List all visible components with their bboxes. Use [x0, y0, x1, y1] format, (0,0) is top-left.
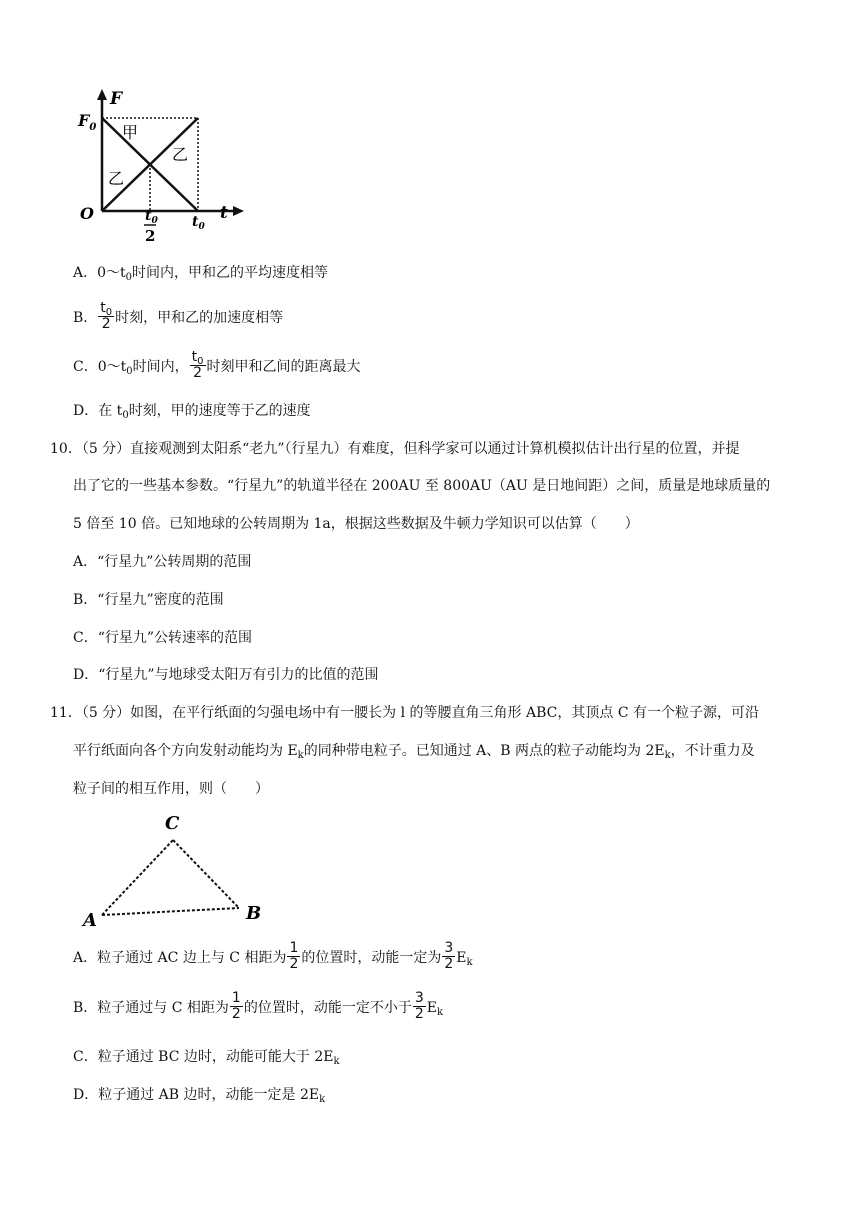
q11-option-c: C．粒子通过 BC 边时，动能可能大于 $2E_k$	[73, 1049, 340, 1067]
q10-stem-line3: 5 倍至 10 倍。已知地球的公转周期为 1a，根据这些数据及牛顿力学知识可以估算（ ）	[73, 516, 639, 532]
triangle-abc-figure	[72, 808, 272, 932]
q11-option-b: B．粒子通过与 C 相距为 $\frac{1}{2}$ 的位置时，动能一定不小于 $\frac{3}{2}$ $E_k$	[73, 989, 444, 1022]
q10-option-d: D．“行星九”与地球受太阳万有引力的比值的范围	[73, 667, 379, 683]
t0-tick-label: $t_0$	[192, 214, 205, 232]
yi-label-low: 乙	[108, 169, 125, 188]
one-half-fraction: $\frac{1}{2}$	[231, 989, 241, 1022]
vertex-b-label: B	[246, 903, 262, 924]
q9-option-d: D．在 $t_0$时刻，甲的速度等于乙的速度	[73, 403, 311, 421]
q10-option-b: B．“行星九”密度的范围	[73, 592, 224, 608]
half-t0-den: 2	[145, 227, 156, 245]
three-halves-fraction: $\frac{3}{2}$	[414, 989, 424, 1022]
yi-label-high: 乙	[172, 145, 189, 164]
q9-option-a: A．$0\sim t_0$时间内，甲和乙的平均速度相等	[73, 265, 329, 283]
three-halves-fraction: $\frac{3}{2}$	[444, 939, 454, 972]
edge-ac	[102, 840, 173, 915]
vertex-c-label: C	[165, 813, 180, 834]
half-t0-num: $t_0$	[145, 208, 158, 226]
f-axis-arrow	[97, 89, 107, 100]
force-time-graph	[70, 86, 250, 246]
t-axis-arrow	[233, 206, 244, 216]
f-axis-label: F	[110, 89, 123, 109]
q9-option-b: B． $\frac{t_0}{2}$ 时刻，甲和乙的加速度相等	[73, 299, 284, 332]
t-axis-label: t	[220, 203, 228, 223]
q11-stem-line1: 11．（5 分）如图，在平行纸面的匀强电场中有一腰长为 l 的等腰直角三角形 ABC，其顶点 C 有一个粒子源，可沿	[50, 705, 759, 721]
q11-option-a: A．粒子通过 AC 边上与 C 相距为 $\frac{1}{2}$ 的位置时，动能一定为 $\frac{3}{2}$ $E_k$	[73, 939, 473, 972]
edge-ab	[102, 908, 239, 915]
t0-half-fraction: $\frac{t_0}{2}$	[191, 348, 204, 381]
jia-label: 甲	[122, 123, 139, 142]
one-half-fraction: $\frac{1}{2}$	[289, 939, 299, 972]
q9-option-c: C．$0\sim t_0$时间内， $\frac{t_0}{2}$ 时刻甲和乙间的距离最大	[73, 348, 361, 381]
q11-stem-line2: 平行纸面向各个方向发射动能均为 $E_k$的同种带电粒子。已知通过 A、B 两点的粒子动能均为 $2E_k$，不计重力及	[73, 743, 755, 761]
q10-option-c: C．“行星九”公转速率的范围	[73, 630, 253, 646]
q11-option-d: D．粒子通过 AB 边时，动能一定是 $2E_k$	[73, 1087, 326, 1105]
q10-stem-line1: 10．（5 分）直接观测到太阳系“老九”（行星九）有难度，但科学家可以通过计算机模拟估计出行星的位置，并提	[50, 441, 740, 457]
origin-label: O	[80, 204, 94, 223]
vertex-a-label: A	[83, 910, 97, 931]
t0-half-fraction: $\frac{t_0}{2}$	[100, 299, 113, 332]
q10-option-a: A．“行星九”公转周期的范围	[73, 554, 252, 570]
q11-stem-line3: 粒子间的相互作用，则（ ）	[73, 781, 269, 797]
q10-stem-line2: 出了它的一些基本参数。“行星九”的轨道半径在 200AU 至 800AU（AU 是日地间距）之间，质量是地球质量的	[73, 478, 771, 494]
edge-bc	[173, 840, 239, 908]
f0-label: $F_0$	[78, 111, 97, 133]
